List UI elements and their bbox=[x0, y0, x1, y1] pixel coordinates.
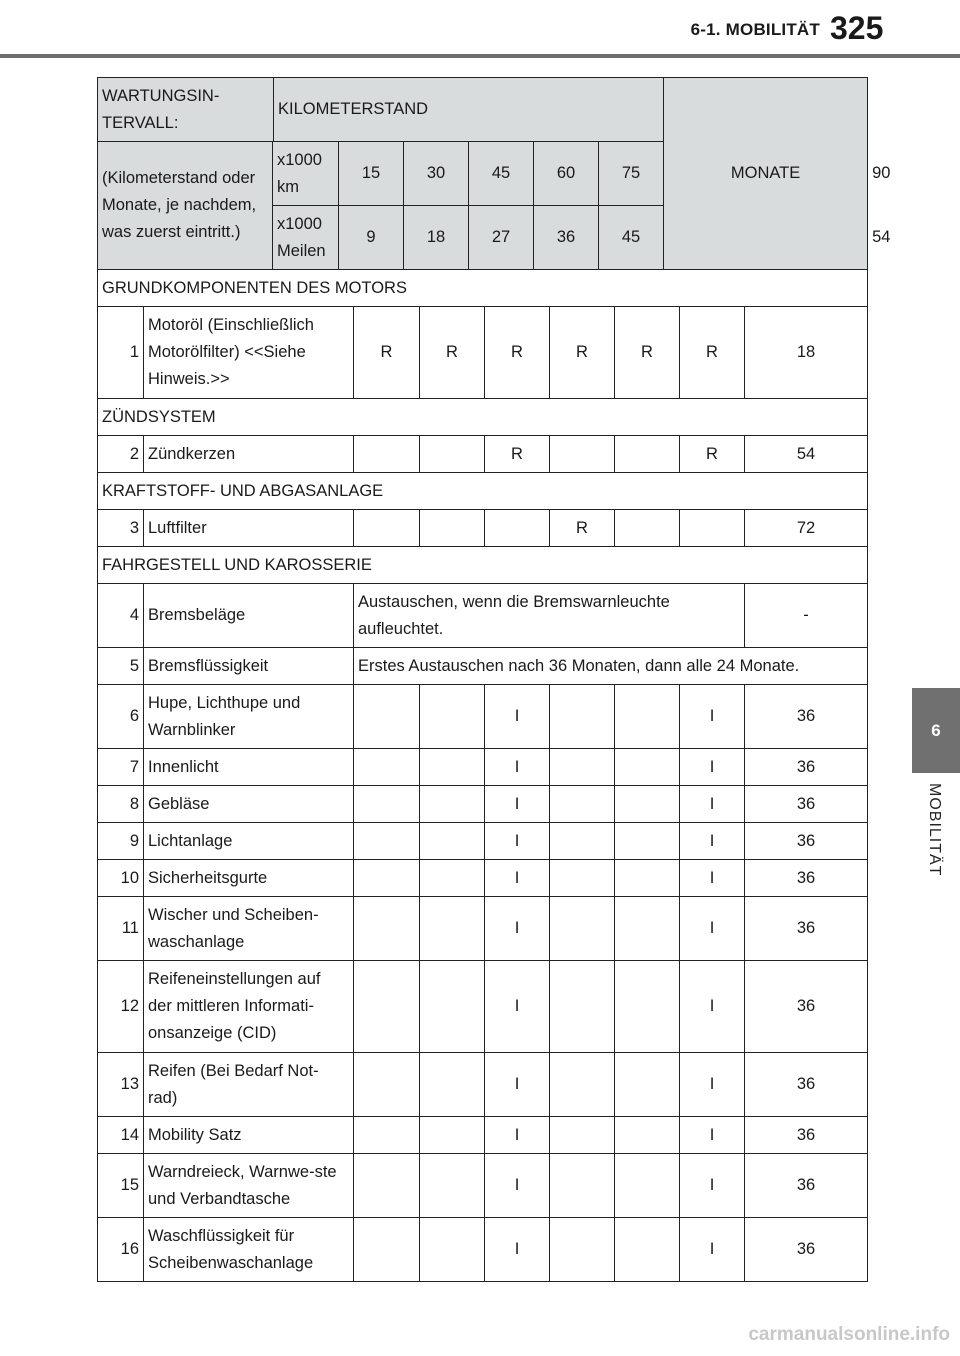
interval-mark bbox=[550, 897, 615, 961]
km-unit: x1000 km bbox=[273, 142, 339, 206]
item-text: Bremsbeläge bbox=[148, 606, 246, 624]
row-number: 3 bbox=[98, 510, 144, 547]
row-number: 13 bbox=[98, 1053, 144, 1117]
item-name bbox=[144, 1053, 354, 1117]
miles-value: 9 bbox=[339, 206, 404, 270]
item-text: Motoröl (Einschließlich Motorölfilter) <<Siehe Hinweis.>> bbox=[148, 316, 314, 388]
interval-mark: R bbox=[485, 307, 550, 399]
item-name bbox=[144, 584, 354, 648]
interval-mark bbox=[550, 685, 615, 749]
item-name bbox=[144, 1218, 354, 1282]
item-name bbox=[144, 510, 354, 547]
interval-mark: I bbox=[680, 1218, 745, 1282]
interval-mark: I bbox=[680, 961, 745, 1053]
interval-mark bbox=[354, 786, 420, 823]
header-row bbox=[98, 78, 868, 142]
months-value: 36 bbox=[745, 685, 868, 749]
row-number: 16 bbox=[98, 1218, 144, 1282]
item-text: Lichtanlage bbox=[148, 831, 233, 850]
item-text: Mobility Satz bbox=[148, 1125, 242, 1144]
item-name bbox=[144, 436, 354, 473]
months-value: 36 bbox=[745, 1154, 868, 1218]
table-row bbox=[98, 1154, 868, 1218]
chapter-tab[interactable] bbox=[912, 688, 960, 773]
interval-mark: I bbox=[485, 823, 550, 860]
interval-mark bbox=[550, 749, 615, 786]
table-row bbox=[98, 307, 868, 399]
months-value: 18 bbox=[745, 307, 868, 399]
interval-mark bbox=[420, 823, 485, 860]
maintenance-body bbox=[97, 269, 868, 1282]
interval-mark bbox=[420, 786, 485, 823]
item-text: Reifen (Bei Bedarf Not-rad) bbox=[148, 1061, 319, 1107]
interval-mark bbox=[354, 749, 420, 786]
interval-mark: I bbox=[680, 897, 745, 961]
row-number: 1 bbox=[98, 307, 144, 399]
km-row: (Kilometerstand oder Monate, je nachdem, was zuerst eintritt.) x1000 km 15 30 45 60 75 90 bbox=[98, 142, 868, 206]
header-rule bbox=[0, 54, 960, 58]
item-text: Hupe, Lichthupe und Warnblinker bbox=[148, 693, 301, 739]
watermark: carmanualsonline.info bbox=[748, 1324, 950, 1345]
miles-value: 36 bbox=[534, 206, 599, 270]
interval-mark: I bbox=[680, 786, 745, 823]
months-value: 54 bbox=[745, 436, 868, 473]
interval-mark bbox=[354, 436, 420, 473]
interval-mark bbox=[420, 436, 485, 473]
interval-mark: I bbox=[680, 1154, 745, 1218]
km-value: 30 bbox=[404, 142, 469, 206]
interval-label: WARTUNGSIN-TERVALL: bbox=[98, 78, 274, 142]
interval-mark bbox=[615, 961, 680, 1053]
months-value: 36 bbox=[745, 1218, 868, 1282]
item-name bbox=[144, 860, 354, 897]
row-number: 11 bbox=[98, 897, 144, 961]
km-value: 45 bbox=[469, 142, 534, 206]
interval-mark bbox=[615, 749, 680, 786]
chapter-number: 6 bbox=[931, 720, 941, 740]
section-title: FAHRGESTELL UND KAROSSERIE bbox=[98, 547, 868, 584]
item-text: Zündkerzen bbox=[148, 444, 236, 463]
interval-mark: I bbox=[485, 961, 550, 1053]
interval-mark: I bbox=[485, 860, 550, 897]
interval-mark bbox=[354, 823, 420, 860]
interval-mark: R bbox=[680, 307, 745, 399]
interval-mark: I bbox=[680, 823, 745, 860]
item-text: Gebläse bbox=[148, 794, 210, 813]
chapter-label: MOBILITÄT bbox=[926, 783, 943, 877]
page-number: 325 bbox=[830, 10, 884, 46]
months-value: 36 bbox=[745, 1117, 868, 1154]
table-row bbox=[98, 584, 868, 648]
interval-mark: I bbox=[485, 1218, 550, 1282]
service-note: Erstes Austauschen nach 36 Monaten, dann alle 24 Monate. bbox=[354, 648, 868, 685]
interval-mark bbox=[615, 1117, 680, 1154]
interval-mark: I bbox=[485, 1154, 550, 1218]
table-row bbox=[98, 436, 868, 473]
months-value: 36 bbox=[745, 961, 868, 1053]
months-value: 36 bbox=[745, 1053, 868, 1117]
interval-mark: I bbox=[485, 685, 550, 749]
item-text: Luftfilter bbox=[148, 518, 207, 537]
item-name bbox=[144, 749, 354, 786]
interval-mark: I bbox=[680, 1117, 745, 1154]
item-text: Bremsflüssigkeit bbox=[148, 656, 269, 675]
interval-mark: I bbox=[680, 749, 745, 786]
interval-mark bbox=[550, 1154, 615, 1218]
interval-mark bbox=[550, 1117, 615, 1154]
row-number: 2 bbox=[98, 436, 144, 473]
row-number: 12 bbox=[98, 961, 144, 1053]
table-row bbox=[98, 685, 868, 749]
interval-mark: R bbox=[485, 436, 550, 473]
months-value: 36 bbox=[745, 749, 868, 786]
miles-value: 18 bbox=[404, 206, 469, 270]
interval-mark: R bbox=[354, 307, 420, 399]
item-text: Waschflüssigkeit für Scheibenwaschanlage bbox=[148, 1226, 314, 1272]
item-name bbox=[144, 685, 354, 749]
item-text: Reifeneinstellungen auf der mittleren Informati-onsanzeige (CID) bbox=[148, 970, 321, 1042]
table-row bbox=[98, 749, 868, 786]
interval-mark bbox=[354, 897, 420, 961]
item-name bbox=[144, 961, 354, 1053]
item-name bbox=[144, 897, 354, 961]
row-number: 15 bbox=[98, 1154, 144, 1218]
interval-mark bbox=[420, 897, 485, 961]
interval-mark bbox=[615, 1053, 680, 1117]
section-row bbox=[98, 547, 868, 584]
interval-mark bbox=[550, 1218, 615, 1282]
row-number: 10 bbox=[98, 860, 144, 897]
interval-mark bbox=[615, 823, 680, 860]
section-title: KRAFTSTOFF- UND ABGASANLAGE bbox=[98, 473, 868, 510]
km-value: 60 bbox=[534, 142, 599, 206]
interval-mark bbox=[354, 1218, 420, 1282]
table-row bbox=[98, 648, 868, 685]
interval-mark bbox=[615, 786, 680, 823]
item-text: Innenlicht bbox=[148, 757, 219, 776]
table-row bbox=[98, 510, 868, 547]
interval-mark bbox=[354, 510, 420, 547]
table-row bbox=[98, 1117, 868, 1154]
months-value: - bbox=[745, 584, 868, 648]
months-value: 72 bbox=[745, 510, 868, 547]
table-row bbox=[98, 1218, 868, 1282]
miles-value: 27 bbox=[469, 206, 534, 270]
interval-mark bbox=[485, 510, 550, 547]
odometer-label: KILOMETERSTAND bbox=[274, 78, 664, 142]
interval-mark: I bbox=[485, 897, 550, 961]
section-row bbox=[98, 399, 868, 436]
interval-mark: I bbox=[680, 1053, 745, 1117]
interval-mark bbox=[354, 685, 420, 749]
table-row bbox=[98, 860, 868, 897]
interval-mark bbox=[420, 1218, 485, 1282]
interval-mark bbox=[420, 749, 485, 786]
interval-mark: I bbox=[680, 685, 745, 749]
row-number: 7 bbox=[98, 749, 144, 786]
interval-mark bbox=[680, 510, 745, 547]
interval-mark bbox=[354, 860, 420, 897]
interval-mark: I bbox=[680, 860, 745, 897]
item-text: Sicherheitsgurte bbox=[148, 868, 268, 887]
interval-mark bbox=[550, 786, 615, 823]
interval-mark bbox=[420, 1117, 485, 1154]
interval-mark bbox=[420, 510, 485, 547]
miles-row: x1000 Meilen 9 18 27 36 45 54 bbox=[98, 206, 868, 270]
km-value: 75 bbox=[599, 142, 664, 206]
interval-mark: R bbox=[680, 436, 745, 473]
item-name bbox=[144, 307, 354, 399]
table-row bbox=[98, 897, 868, 961]
interval-note bbox=[98, 142, 273, 270]
section-title: ZÜNDSYSTEM bbox=[98, 399, 868, 436]
row-number: 8 bbox=[98, 786, 144, 823]
interval-mark bbox=[420, 685, 485, 749]
row-number: 6 bbox=[98, 685, 144, 749]
interval-mark bbox=[615, 860, 680, 897]
interval-mark bbox=[354, 1053, 420, 1117]
table-row bbox=[98, 786, 868, 823]
section-title: 6-1. MOBILITÄT bbox=[690, 20, 820, 39]
interval-mark bbox=[550, 823, 615, 860]
item-name bbox=[144, 648, 354, 685]
interval-mark bbox=[615, 1218, 680, 1282]
table-row bbox=[98, 823, 868, 860]
interval-mark bbox=[354, 961, 420, 1053]
item-name bbox=[144, 823, 354, 860]
interval-mark bbox=[420, 961, 485, 1053]
interval-mark: R bbox=[550, 510, 615, 547]
table-row bbox=[98, 1053, 868, 1117]
service-note: Austauschen, wenn die Bremswarnleuchte aufleuchtet. bbox=[354, 584, 745, 648]
interval-mark: R bbox=[420, 307, 485, 399]
interval-mark: I bbox=[485, 1053, 550, 1117]
months-value: 36 bbox=[745, 823, 868, 860]
item-name bbox=[144, 1154, 354, 1218]
section-row bbox=[98, 270, 868, 307]
interval-mark bbox=[615, 436, 680, 473]
interval-mark bbox=[615, 510, 680, 547]
section-title: GRUNDKOMPONENTEN DES MOTORS bbox=[98, 270, 868, 307]
interval-mark bbox=[550, 961, 615, 1053]
item-name bbox=[144, 786, 354, 823]
months-value: 36 bbox=[745, 860, 868, 897]
interval-mark bbox=[615, 897, 680, 961]
interval-mark bbox=[615, 685, 680, 749]
interval-mark bbox=[550, 436, 615, 473]
item-name bbox=[144, 1117, 354, 1154]
interval-mark bbox=[550, 1053, 615, 1117]
interval-mark bbox=[550, 860, 615, 897]
km-value: 15 bbox=[339, 142, 404, 206]
item-text: Warndreieck, Warnwe-ste und Verbandtasche bbox=[148, 1162, 337, 1208]
interval-mark: I bbox=[485, 749, 550, 786]
interval-mark bbox=[615, 1154, 680, 1218]
interval-mark: R bbox=[550, 307, 615, 399]
interval-mark: I bbox=[485, 786, 550, 823]
maintenance-table bbox=[97, 77, 891, 270]
miles-value: 45 bbox=[599, 206, 664, 270]
interval-mark bbox=[354, 1154, 420, 1218]
interval-mark: R bbox=[615, 307, 680, 399]
row-number: 5 bbox=[98, 648, 144, 685]
item-text: Wischer und Scheiben-waschanlage bbox=[148, 905, 319, 951]
row-number: 9 bbox=[98, 823, 144, 860]
interval-mark bbox=[420, 1154, 485, 1218]
miles-unit: x1000 Meilen bbox=[273, 206, 339, 270]
interval-mark: I bbox=[485, 1117, 550, 1154]
months-label: MONATE bbox=[664, 78, 868, 270]
interval-note-text: (Kilometerstand oder Monate, je nachdem, was zuerst eintritt.) bbox=[102, 169, 257, 241]
interval-mark bbox=[420, 1053, 485, 1117]
row-number: 4 bbox=[98, 584, 144, 648]
months-value: 36 bbox=[745, 786, 868, 823]
interval-mark bbox=[420, 860, 485, 897]
row-number: 14 bbox=[98, 1117, 144, 1154]
table-row bbox=[98, 961, 868, 1053]
interval-mark bbox=[354, 1117, 420, 1154]
section-row bbox=[98, 473, 868, 510]
months-value: 36 bbox=[745, 897, 868, 961]
